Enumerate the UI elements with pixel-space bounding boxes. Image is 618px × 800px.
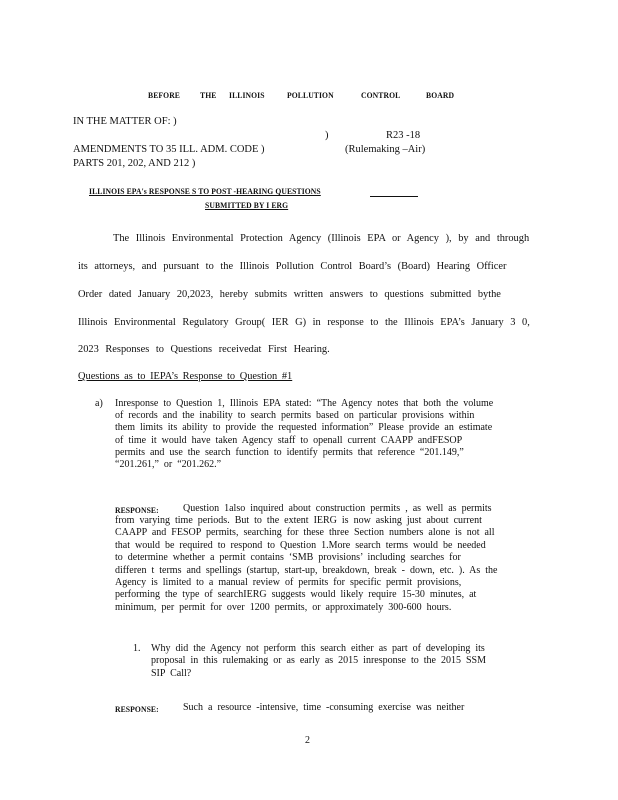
- item-a-line: “201.261,” or “201.262.”: [115, 459, 222, 470]
- response-1-line: differen t terms and spellings (startup, start-up, breakdown, break - down, etc. ). As the: [115, 565, 498, 576]
- response-1-first-line: Question 1also inquired about construction permits , as well as permits: [183, 503, 492, 514]
- item-a-line: permits and use the search function to identify permits that reference “201.149,”: [115, 447, 464, 458]
- page-number: 2: [305, 735, 310, 746]
- heading-before: BEFORE: [148, 90, 181, 100]
- item-1-label: 1.: [133, 643, 141, 654]
- caption-rulemaking: (Rulemaking –Air): [345, 144, 426, 155]
- response-1-line: Agency is limited to a manual review of permits for specific permit provisions,: [115, 577, 462, 588]
- response-2-text: Such a resource -intensive, time -consuming exercise was neither: [183, 702, 465, 713]
- response-label: RESPONSE:: [115, 505, 159, 515]
- caption-docket: R23 -18: [386, 130, 421, 141]
- response-1-line: minimum, per permit for over 1200 permits, or approximately 300-600 hours.: [115, 602, 452, 613]
- caption-matter: IN THE MATTER OF: ): [73, 116, 177, 127]
- intro-line: Illinois Environmental Regulatory Group( IER G) in response to the Illinois EPA’s January 3 0,: [78, 317, 530, 328]
- item-a-line: Inresponse to Question 1, Illinois EPA stated: “The Agency notes that both the volume: [115, 398, 494, 409]
- item-1-line: SIP Call?: [151, 668, 192, 679]
- item-a-line: of records and the inability to search permits based on particular provisions within: [115, 410, 475, 421]
- caption-parts: PARTS 201, 202, AND 212 ): [73, 158, 196, 169]
- title-underline-extension: [370, 196, 418, 197]
- heading-pollution: POLLUTION: [287, 90, 334, 100]
- title-line-1: ILLINOIS EPA's RESPONSE S TO POST -HEARING QUESTIONS: [89, 186, 321, 196]
- response-1-line: performing the type of searchIERG suggests would likely require 15-30 minutes, at: [115, 589, 477, 600]
- section-heading: Questions as to IEPA’s Response to Question #1: [78, 371, 293, 382]
- title-line-2: SUBMITTED BY I ERG: [205, 200, 289, 210]
- item-1-line: proposal in this rulemaking or as early as 2015 inresponse to the 2015 SSM: [151, 655, 486, 666]
- response-1-line: from varying time periods. But to the extent IERG is now asking just about current: [115, 515, 482, 526]
- item-a-label: a): [95, 398, 103, 409]
- response-label: RESPONSE:: [115, 704, 159, 714]
- item-a-line: of time it would have taken Agency staff to openall current CAAPP andFESOP: [115, 435, 463, 446]
- response-1-line: to determine whether a permit contains ‘SMB provisions’ including searches for: [115, 552, 461, 563]
- heading-the: THE: [200, 90, 217, 100]
- heading-illinois: ILLINOIS: [229, 90, 265, 100]
- intro-line: its attorneys, and pursuant to the Illinois Pollution Control Board’s (Board) Hearing Officer: [78, 261, 507, 272]
- intro-line: 2023 Responses to Questions receivedat First Hearing.: [78, 344, 330, 355]
- caption-paren: ): [325, 130, 329, 141]
- response-1-line: CAAPP and FESOP permits, searching for these three Section numbers alone is not all: [115, 527, 495, 538]
- item-1-line: Why did the Agency not perform this search either as part of developing its: [151, 643, 485, 654]
- response-1-line: that would be required to respond to Question 1.More search terms would be needed: [115, 540, 486, 551]
- intro-line: The Illinois Environmental Protection Agency (Illinois EPA or Agency ), by and through: [113, 233, 530, 244]
- caption-amendments: AMENDMENTS TO 35 ILL. ADM. CODE ): [73, 144, 265, 155]
- heading-board: BOARD: [426, 90, 455, 100]
- item-a-line: them limits its ability to provide the requested information” Please provide an estimate: [115, 422, 493, 433]
- heading-control: CONTROL: [361, 90, 401, 100]
- intro-line: Order dated January 20,2023, hereby submits written answers to questions submitted bythe: [78, 289, 501, 300]
